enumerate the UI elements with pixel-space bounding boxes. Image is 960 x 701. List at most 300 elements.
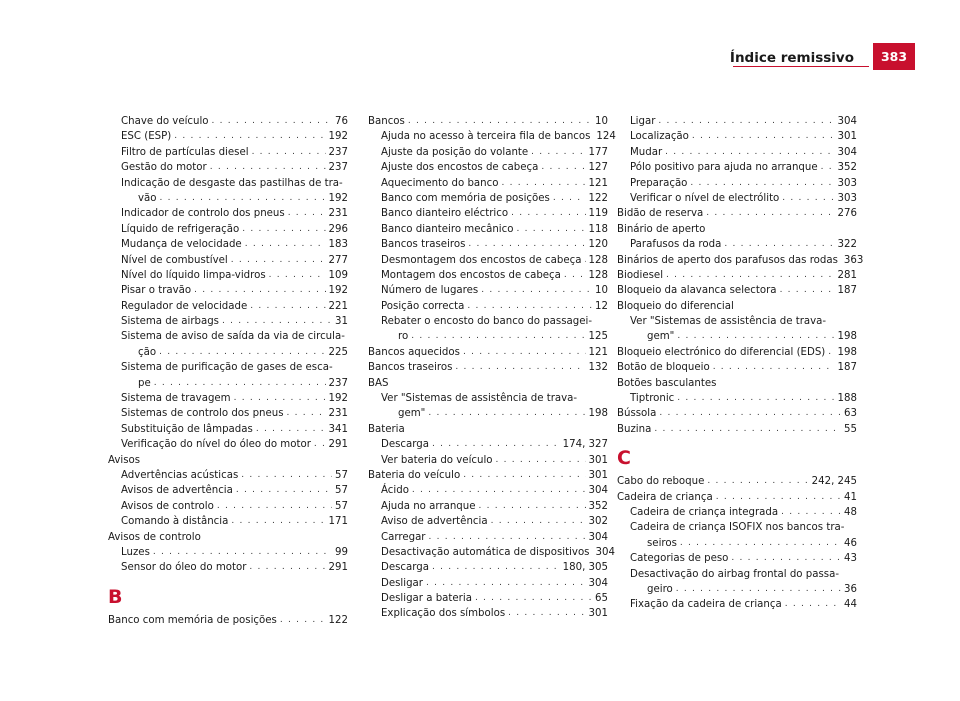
index-page-ref: 301 <box>588 469 608 481</box>
index-term: Aquecimento do banco <box>381 177 499 189</box>
index-term: Tiptronic <box>630 393 675 405</box>
index-heading: Ver "Sistemas de assistência de trava- <box>630 316 827 328</box>
dot-leader <box>780 283 835 298</box>
index-entry <box>108 376 348 391</box>
index-page-ref: 57 <box>335 469 348 481</box>
index-page-ref: 192 <box>328 285 348 297</box>
index-page-ref: 303 <box>837 177 857 189</box>
index-entry <box>108 268 348 283</box>
index-entry <box>617 191 857 206</box>
dot-leader <box>411 329 585 344</box>
index-page-ref: 174, 327 <box>562 439 608 451</box>
dot-leader <box>676 582 841 597</box>
index-entry <box>108 253 348 268</box>
index-entry <box>368 545 615 560</box>
index-page-ref: 12 <box>595 300 608 312</box>
index-term: Ajuda no acesso à terceira fila de bancos <box>381 131 591 143</box>
index-term: Montagem dos encostos de cabeça <box>381 269 561 281</box>
dot-leader <box>713 360 835 375</box>
dot-leader <box>217 499 332 514</box>
index-term: Banco com memória de posições <box>381 192 550 204</box>
index-entry <box>617 551 857 566</box>
dot-leader <box>412 483 586 498</box>
index-page-ref: 44 <box>844 599 857 611</box>
index-entry <box>108 391 348 406</box>
dot-leader <box>222 314 332 329</box>
index-entry <box>108 560 348 575</box>
index-term: Cadeira de criança <box>617 491 713 503</box>
index-page-ref: 304 <box>595 546 615 558</box>
index-page-ref: 291 <box>328 439 348 451</box>
dot-leader <box>724 237 834 252</box>
dot-leader <box>468 237 585 252</box>
index-entry <box>617 391 857 406</box>
index-heading: Rebater o encosto do banco do passagei- <box>381 316 593 328</box>
index-term: vão <box>138 192 157 204</box>
index-entry <box>617 329 857 344</box>
section-letter: C <box>617 447 631 470</box>
index-page-ref: 122 <box>588 192 608 204</box>
index-term: Banco dianteiro eléctrico <box>381 208 509 220</box>
index-page-ref: 277 <box>328 254 348 266</box>
dot-leader <box>250 299 325 314</box>
dot-leader <box>665 145 834 160</box>
index-term: Verificar o nível de electrólito <box>630 192 780 204</box>
index-entry <box>368 191 608 206</box>
index-entry <box>617 268 857 283</box>
index-entry <box>617 176 857 191</box>
index-entry <box>108 206 348 221</box>
index-entry <box>617 474 857 489</box>
dot-leader <box>680 536 841 551</box>
page-number-badge: 383 <box>873 43 915 70</box>
index-page-ref: 10 <box>595 115 608 127</box>
index-page-ref: 198 <box>837 346 857 358</box>
index-term: Chave do veículo <box>121 115 209 127</box>
index-page-ref: 301 <box>588 454 608 466</box>
index-page-ref: 31 <box>335 316 348 328</box>
dot-leader <box>463 345 586 360</box>
index-column-2 <box>368 114 616 622</box>
index-term: Descarga <box>381 562 429 574</box>
index-column-3 <box>617 114 864 613</box>
dot-leader <box>541 160 585 175</box>
index-page-ref: 187 <box>837 362 857 374</box>
index-heading: Bateria <box>368 423 405 435</box>
index-entry <box>368 576 608 591</box>
dot-leader <box>828 345 834 360</box>
dot-leader <box>654 422 841 437</box>
index-term: Sensor do óleo do motor <box>121 562 247 574</box>
index-page-ref: 48 <box>844 506 857 518</box>
index-entry <box>108 145 348 160</box>
dot-leader <box>432 437 560 452</box>
index-entry <box>617 145 857 160</box>
index-term: Ajuda no arranque <box>381 500 476 512</box>
index-term: Bloqueio da alavanca selectora <box>617 285 777 297</box>
dot-leader <box>731 551 841 566</box>
dot-leader <box>212 114 332 129</box>
index-entry <box>108 345 348 360</box>
index-term: gem" <box>647 331 675 343</box>
index-page-ref: 63 <box>844 408 857 420</box>
index-page-ref: 198 <box>588 408 608 420</box>
index-entry <box>368 253 608 268</box>
index-page-ref: 301 <box>837 131 857 143</box>
index-page-ref: 237 <box>328 162 348 174</box>
index-entry <box>368 468 608 483</box>
index-term: Líquido de refrigeração <box>121 223 240 235</box>
dot-leader <box>716 490 841 505</box>
index-entry <box>368 176 608 191</box>
index-page-ref: 352 <box>588 500 608 512</box>
index-term: Número de lugares <box>381 285 479 297</box>
index-page-ref: 225 <box>328 346 348 358</box>
index-term: ro <box>398 331 409 343</box>
index-page-ref: 198 <box>837 331 857 343</box>
index-entry <box>617 406 857 421</box>
index-page-ref: 65 <box>595 593 608 605</box>
dot-leader <box>242 222 325 237</box>
index-term: Mudança de velocidade <box>121 239 242 251</box>
dot-leader <box>564 268 586 283</box>
index-term: Advertências acústicas <box>121 469 239 481</box>
index-page-ref: 192 <box>328 393 348 405</box>
index-term: Mudar <box>630 146 663 158</box>
dot-leader <box>429 530 586 545</box>
index-term: Bidão de reserva <box>617 208 704 220</box>
index-term: Ácido <box>381 485 409 497</box>
index-page-ref: 231 <box>328 208 348 220</box>
index-page-ref: 132 <box>588 362 608 374</box>
index-term: Comando à distância <box>121 516 229 528</box>
index-term: Verificação do nível do óleo do motor <box>121 439 311 451</box>
index-term: Carregar <box>381 531 426 543</box>
index-heading: Ver "Sistemas de assistência de trava- <box>381 393 578 405</box>
index-entry <box>108 114 348 129</box>
index-entry <box>368 206 608 221</box>
index-page-ref: 57 <box>335 485 348 497</box>
index-entry <box>108 406 348 421</box>
index-term: Ajuste dos encostos de cabeça <box>381 162 539 174</box>
index-term: Botão de bloqueio <box>617 362 710 374</box>
dot-leader <box>154 376 326 391</box>
index-entry <box>368 283 608 298</box>
index-page-ref: 322 <box>837 239 857 251</box>
dot-leader <box>692 129 835 144</box>
index-term: Desligar a bateria <box>381 593 472 605</box>
index-page-ref: 302 <box>588 516 608 528</box>
index-term: Categorias de peso <box>630 553 729 565</box>
index-heading: Indicação de desgaste das pastilhas de tra- <box>121 177 343 189</box>
index-term: Avisos de advertência <box>121 485 233 497</box>
index-page-ref: 55 <box>844 423 857 435</box>
index-entry <box>368 514 608 529</box>
index-entry <box>108 283 348 298</box>
index-entry <box>368 453 608 468</box>
dot-leader <box>426 576 586 591</box>
index-term: Descarga <box>381 439 429 451</box>
index-entry <box>108 437 348 452</box>
index-term: Buzina <box>617 423 652 435</box>
index-entry <box>368 360 608 375</box>
index-term: Binários de aperto dos parafusos das rodas <box>617 254 838 266</box>
dot-leader <box>781 505 841 520</box>
dot-leader <box>314 437 326 452</box>
index-entry <box>368 268 608 283</box>
index-page-ref: 183 <box>328 239 348 251</box>
index-term: Sistemas de controlo dos pneus <box>121 408 284 420</box>
index-entry <box>368 437 608 452</box>
index-page-ref: 128 <box>588 254 608 266</box>
index-entry <box>617 582 857 597</box>
index-page-ref: 304 <box>588 485 608 497</box>
index-page-ref: 188 <box>837 393 857 405</box>
dot-leader <box>659 406 841 421</box>
index-page-ref: 121 <box>588 346 608 358</box>
index-page-ref: 124 <box>596 131 616 143</box>
index-page-ref: 192 <box>328 131 348 143</box>
index-page-ref: 118 <box>588 223 608 235</box>
index-page-ref: 128 <box>588 269 608 281</box>
index-term: Explicação dos símbolos <box>381 608 506 620</box>
index-page-ref: 363 <box>843 254 864 266</box>
index-entry <box>617 597 857 612</box>
dot-leader <box>475 591 592 606</box>
index-term: Nível de combustível <box>121 254 228 266</box>
index-term: Bancos traseiros <box>381 239 466 251</box>
index-page-ref: 127 <box>588 162 608 174</box>
index-entry <box>368 406 608 421</box>
dot-leader <box>707 474 808 489</box>
index-term: Ligar <box>630 115 656 127</box>
index-page-ref: 121 <box>588 177 608 189</box>
index-page-ref: 41 <box>844 491 857 503</box>
dot-leader <box>531 145 585 160</box>
index-page-ref: 242, 245 <box>811 476 857 488</box>
index-page-ref: 119 <box>588 208 608 220</box>
index-term: Bateria do veículo <box>368 469 461 481</box>
index-term: Banco com memória de posições <box>108 614 277 626</box>
index-heading: Sistema de aviso de saída da via de circula- <box>121 331 345 343</box>
index-page-ref: 109 <box>328 269 348 281</box>
index-entry <box>368 560 608 575</box>
dot-leader <box>677 391 834 406</box>
index-term: Bloqueio electrónico do diferencial (EDS) <box>617 346 826 358</box>
index-page-ref: 122 <box>328 614 348 626</box>
index-entry <box>617 283 857 298</box>
index-heading: Binário de aperto <box>617 223 706 235</box>
index-entry <box>368 222 608 237</box>
index-term: Bússola <box>617 408 657 420</box>
index-term: geiro <box>647 583 673 595</box>
index-page-ref: 341 <box>328 423 348 435</box>
index-entry <box>108 222 348 237</box>
index-heading: Sistema de purificação de gases de esca- <box>121 362 333 374</box>
index-page-ref: 352 <box>837 162 857 174</box>
index-entry <box>108 191 348 206</box>
dot-leader <box>210 160 326 175</box>
dot-leader <box>463 468 585 483</box>
index-term: Posição correcta <box>381 300 465 312</box>
index-heading: Botões basculantes <box>617 377 717 389</box>
index-page-ref: 304 <box>588 531 608 543</box>
index-term: Ver bateria do veículo <box>381 454 493 466</box>
index-entry <box>368 329 608 344</box>
index-entry <box>368 499 608 514</box>
dot-leader <box>160 191 326 206</box>
index-page-ref: 57 <box>335 500 348 512</box>
dot-leader <box>478 499 585 514</box>
index-entry <box>617 490 857 505</box>
index-page-ref: 304 <box>588 577 608 589</box>
index-term: seiros <box>647 537 677 549</box>
index-entry <box>108 314 348 329</box>
index-term: Indicador de controlo dos pneus <box>121 208 285 220</box>
dot-leader <box>706 206 834 221</box>
index-term: Fixação da cadeira de criança <box>630 599 782 611</box>
dot-leader <box>159 345 325 360</box>
index-page-ref: 304 <box>837 115 857 127</box>
dot-leader <box>245 237 326 252</box>
index-term: Cabo do reboque <box>617 476 705 488</box>
index-heading: Avisos <box>108 454 141 466</box>
dot-leader <box>256 422 326 437</box>
index-heading: Bloqueio do diferencial <box>617 300 734 312</box>
index-entry <box>368 530 608 545</box>
dot-leader <box>153 545 332 560</box>
index-term: Avisos de controlo <box>121 500 214 512</box>
dot-leader <box>236 483 332 498</box>
dot-leader <box>252 145 326 160</box>
index-entry <box>617 536 857 551</box>
dot-leader <box>249 560 325 575</box>
index-entry <box>617 160 857 175</box>
index-page-ref: 46 <box>844 537 857 549</box>
dot-leader <box>455 360 585 375</box>
index-term: Localização <box>630 131 689 143</box>
index-entry <box>617 129 857 144</box>
index-entry <box>368 129 616 144</box>
index-term: Bancos aquecidos <box>368 346 460 358</box>
index-page-ref: 171 <box>328 516 348 528</box>
index-heading: Avisos de controlo <box>108 531 201 543</box>
index-term: Nível do líquido limpa-vidros <box>121 269 266 281</box>
index-page-ref: 36 <box>844 583 857 595</box>
index-term: Pólo positivo para ajuda no arranque <box>630 162 818 174</box>
index-entry <box>368 160 608 175</box>
index-entry <box>108 422 348 437</box>
dot-leader <box>821 160 835 175</box>
index-page-ref: 99 <box>335 546 348 558</box>
index-entry <box>617 253 864 268</box>
index-heading: Cadeira de criança ISOFIX nos bancos tra- <box>630 522 845 534</box>
index-entry <box>617 422 857 437</box>
index-heading: BAS <box>368 377 389 389</box>
index-page-ref: 177 <box>588 146 608 158</box>
index-page-ref: 291 <box>328 562 348 574</box>
index-term: Desligar <box>381 577 423 589</box>
index-page-ref: 192 <box>328 192 348 204</box>
dot-leader <box>287 406 326 421</box>
index-term: ESC (ESP) <box>121 131 172 143</box>
index-term: Parafusos da roda <box>630 239 722 251</box>
index-entry <box>617 206 857 221</box>
index-page-ref: 276 <box>837 208 857 220</box>
dot-leader <box>194 283 325 298</box>
dot-leader <box>432 560 560 575</box>
dot-leader <box>516 222 585 237</box>
index-page-ref: 303 <box>837 192 857 204</box>
index-entry <box>368 237 608 252</box>
dot-leader <box>428 406 585 421</box>
index-entry <box>617 114 857 129</box>
index-entry <box>108 160 348 175</box>
index-entry <box>108 499 348 514</box>
index-page-ref: 296 <box>328 223 348 235</box>
index-entry <box>617 360 857 375</box>
index-term: Banco dianteiro mecânico <box>381 223 514 235</box>
index-term: gem" <box>398 408 426 420</box>
dot-leader <box>785 597 841 612</box>
index-term: Gestão do motor <box>121 162 207 174</box>
dot-leader <box>231 514 325 529</box>
index-entry <box>108 483 348 498</box>
index-page-ref: 237 <box>328 377 348 389</box>
dot-leader <box>408 114 592 129</box>
index-column-1 <box>108 114 348 628</box>
index-page-ref: 180, 305 <box>562 562 608 574</box>
index-entry <box>108 129 348 144</box>
index-entry <box>368 607 608 622</box>
header-rule <box>733 66 869 67</box>
section-letter: B <box>108 585 123 608</box>
index-term: Bancos <box>368 115 405 127</box>
index-term: Pisar o travão <box>121 285 192 297</box>
index-term: Biodiesel <box>617 269 664 281</box>
dot-leader <box>234 391 326 406</box>
index-term: Bancos traseiros <box>368 362 453 374</box>
index-page-ref: 221 <box>328 300 348 312</box>
index-entry <box>617 345 857 360</box>
index-entry <box>368 591 608 606</box>
index-term: Regulador de velocidade <box>121 300 248 312</box>
page-header-title: Índice remissivo <box>729 50 854 66</box>
dot-leader <box>241 468 332 483</box>
index-entry <box>108 299 348 314</box>
index-page-ref: 125 <box>588 331 608 343</box>
index-entry <box>108 468 348 483</box>
index-term: pe <box>138 377 151 389</box>
dot-leader <box>174 129 325 144</box>
dot-leader <box>511 206 585 221</box>
index-entry <box>368 345 608 360</box>
index-page-ref: 237 <box>328 146 348 158</box>
index-entry <box>368 114 608 129</box>
dot-leader <box>553 191 586 206</box>
dot-leader <box>269 268 326 283</box>
dot-leader <box>231 253 326 268</box>
index-term: Substituição de lâmpadas <box>121 423 253 435</box>
dot-leader <box>584 253 585 268</box>
index-term: Desactivação automática de dispositivos <box>381 546 590 558</box>
index-page-ref: 10 <box>595 285 608 297</box>
dot-leader <box>288 206 326 221</box>
index-term: ção <box>138 346 157 358</box>
index-term: Filtro de partículas diesel <box>121 146 249 158</box>
index-entry <box>108 613 348 628</box>
dot-leader <box>666 268 835 283</box>
